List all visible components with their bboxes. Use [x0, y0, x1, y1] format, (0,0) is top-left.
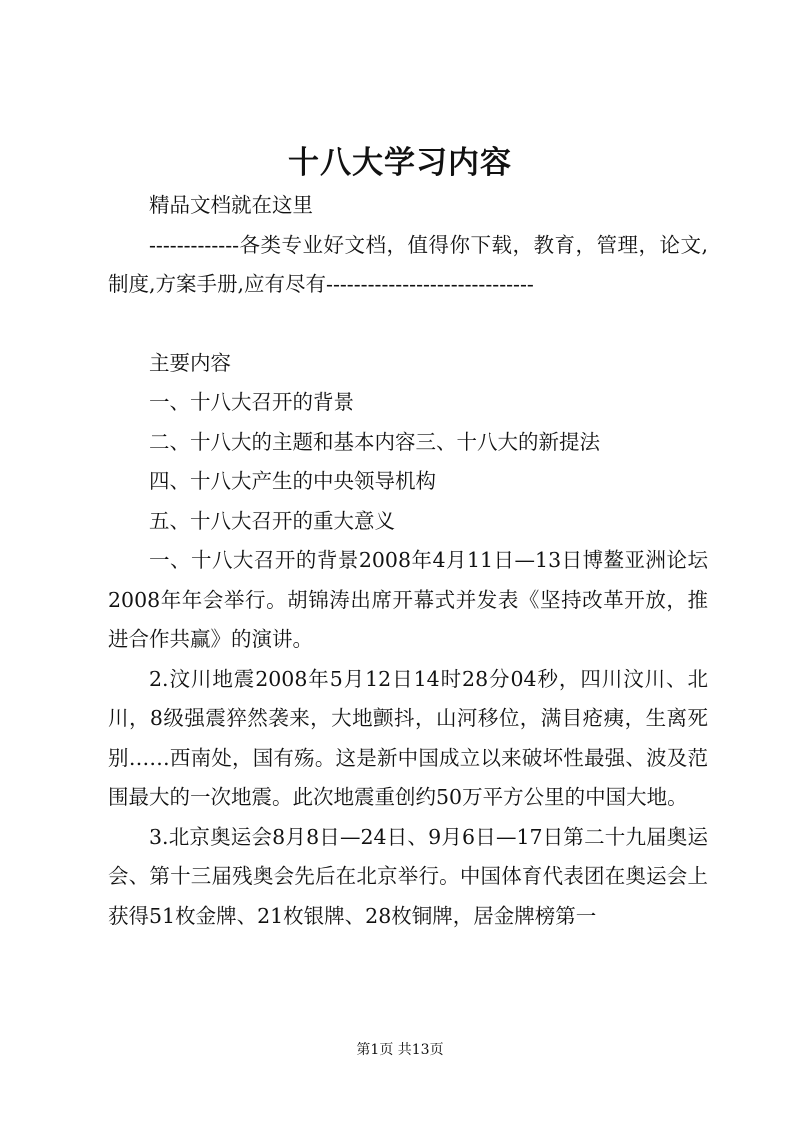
- outline-item: 一、十八大召开的背景: [149, 390, 354, 414]
- document-body: [108, 186, 708, 936]
- banner-line: -------------各类专业好文档，值得你下载，教育，管理，论文,制度,方案手册,应有尽有------------------------------: [108, 232, 708, 296]
- body-paragraph: 2.汶川地震2008年5月12日14时28分04秒，四川汶川、北川，8级强震猝然袭来，大地颤抖，山河移位，满目疮痍，生离死别……西南处，国有殇。这是新中国成立以来破坏性最强、波及范围最大的一次地震。此次地震重创约50万平方公里的中国大地。: [108, 666, 708, 809]
- body-paragraph: 3.北京奥运会8月8日—24日、9月6日—17日第二十九届奥运会、第十三届残奥会先后在北京举行。中国体育代表团在奥运会上获得51枚金牌、21枚银牌、28枚铜牌，居金牌榜第一: [108, 824, 708, 928]
- outline-item: 二、十八大的主题和基本内容三、十八大的新提法: [149, 429, 600, 454]
- outline-item: 四、十八大产生的中央领导机构: [149, 469, 436, 493]
- document-title: 十八大学习内容: [288, 145, 512, 181]
- section-heading: 主要内容: [149, 350, 231, 375]
- page-number: 第1页 共13页: [356, 1042, 444, 1058]
- intro-line: 精品文档就在这里: [149, 193, 313, 217]
- body-paragraph: 一、十八大召开的背景2008年4月11日—13日博鳌亚洲论坛2008年年会举行。胡锦涛出席开幕式并发表《坚持改革开放，推进合作共赢》的演讲。: [108, 548, 708, 651]
- outline-item: 五、十八大召开的重大意义: [149, 508, 395, 533]
